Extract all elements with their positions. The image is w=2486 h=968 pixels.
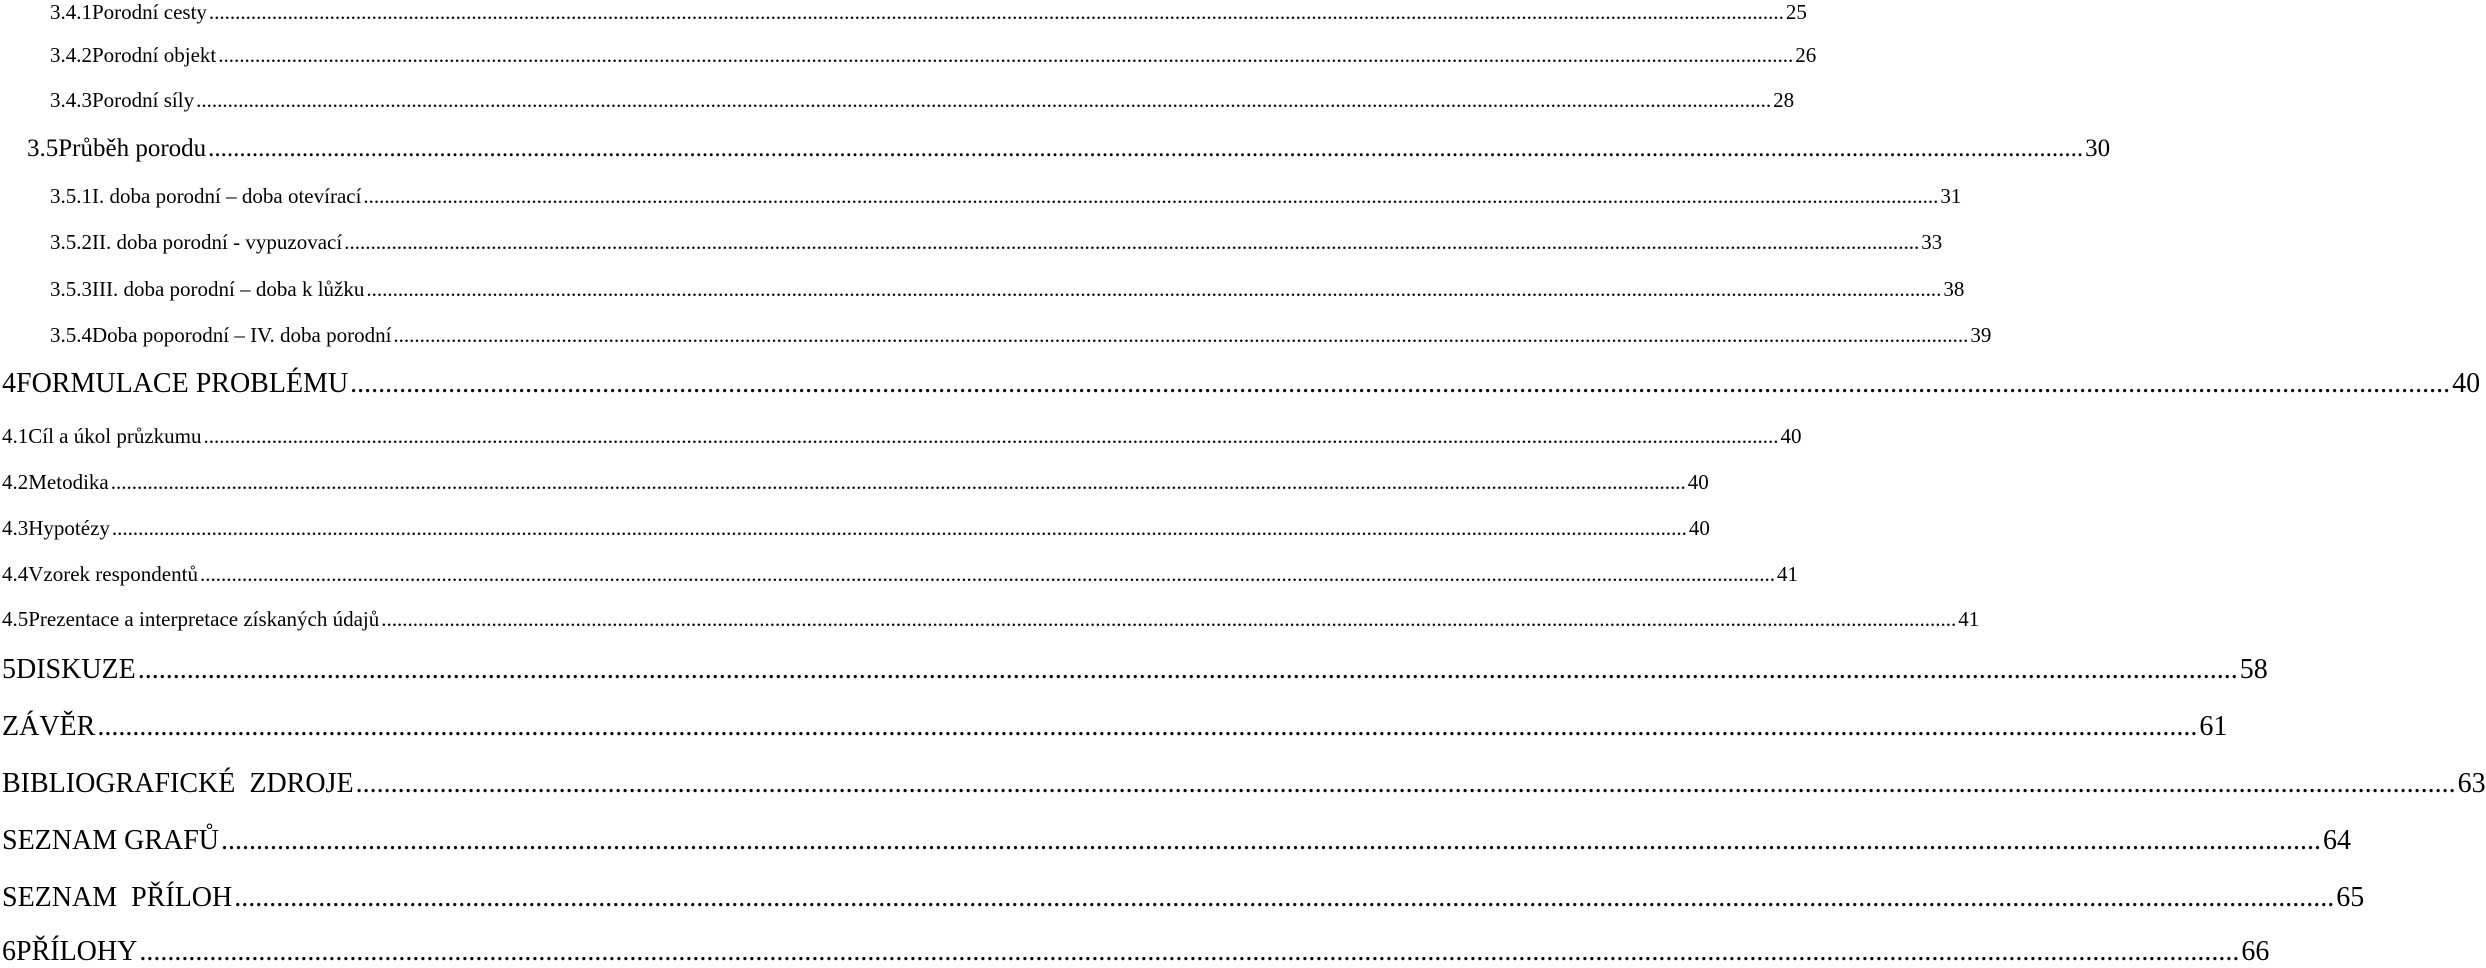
dot-leader: ............................................................................................................................................................................................................................................................................................................ [350,368,2451,399]
toc-entry-page: 25 [1785,0,1807,24]
dot-leader: ............................................................................................................................................................................................................................................................................................................ [355,768,2456,799]
dot-leader: ............................................................................................................................................................................................................................................................................................................ [208,0,1784,24]
toc-entry-page: 39 [1970,323,1992,347]
toc-entry-page: 58 [2239,654,2268,685]
toc-entry-page: 40 [1687,470,1709,494]
toc-entry-page: 61 [2199,711,2228,742]
toc-entry-title: Metodika [28,470,109,494]
toc-entry[interactable] [2,825,2352,856]
toc-entry-number: 4 [2,368,16,399]
toc-entry-number: 3.5.3 [50,277,92,301]
toc-entry-number: 3.4.1 [50,0,92,24]
toc-entry-page: 40 [1780,424,1802,448]
toc-entry-page: 65 [2336,882,2365,913]
toc-entry-page: 41 [1958,607,1980,631]
toc-entry[interactable] [50,323,1992,347]
toc-entry-page: 30 [2085,135,2111,162]
toc-entry[interactable] [2,562,1798,586]
toc-entry-page: 64 [2323,825,2352,856]
toc-entry-title: Prezentace a interpretace získaných údajů [28,607,380,631]
toc-entry-title: Hypotézy [28,516,110,540]
dot-leader: ............................................................................................................................................................................................................................................................................................................ [381,607,1957,631]
toc-entry-number: 4.2 [2,470,29,494]
dot-leader: ............................................................................................................................................................................................................................................................................................................ [218,43,1794,67]
toc-entry-title: Vzorek respondentů [28,562,198,586]
dot-leader: ............................................................................................................................................................................................................................................................................................................ [208,135,2084,162]
toc-entry-number: 4.1 [2,424,29,448]
toc-entry[interactable] [50,43,1817,67]
toc-entry[interactable] [2,711,2228,742]
toc-entry[interactable] [50,230,1943,254]
toc-entry-number: 4.4 [2,562,29,586]
toc-entry-title: FORMULACE PROBLÉMU [16,368,349,399]
dot-leader: ............................................................................................................................................................................................................................................................................................................ [363,184,1939,208]
toc-entry-page: 40 [1688,516,1710,540]
toc-entry-page: 41 [1776,562,1798,586]
dot-leader: ............................................................................................................................................................................................................................................................................................................ [393,323,1969,347]
dot-leader: ............................................................................................................................................................................................................................................................................................................ [199,562,1775,586]
toc-entry-number: 3.5.1 [50,184,92,208]
toc-entry-title: PŘÍLOHY [16,936,138,967]
toc-entry-title: Porodní objekt [92,43,217,67]
toc-entry-title: BIBLIOGRAFICKÉ ZDROJE [2,768,354,799]
toc-entry-title: Doba poporodní – IV. doba porodní [92,323,392,347]
toc-entry-title: Porodní cesty [92,0,207,24]
toc-entry-title: Cíl a úkol průzkumu [28,424,202,448]
toc-entry-number: 5 [2,654,16,685]
dot-leader: ............................................................................................................................................................................................................................................................................................................ [139,936,2240,967]
toc-entry[interactable] [50,277,1965,301]
toc-entry-number: 3.5 [27,135,59,162]
dot-leader: ............................................................................................................................................................................................................................................................................................................ [203,424,1779,448]
toc-entry[interactable] [2,470,1709,494]
toc-entry[interactable] [2,882,2365,913]
dot-leader: ............................................................................................................................................................................................................................................................................................................ [137,654,2238,685]
toc-entry-number: 3.4.2 [50,43,92,67]
toc-entry-title: I. doba porodní – doba otevírací [92,184,362,208]
toc-entry-title: II. doba porodní - vypuzovací [92,230,343,254]
toc-entry-page: 33 [1921,230,1943,254]
toc-entry-page: 40 [2452,368,2481,399]
toc-entry[interactable] [2,768,2486,799]
toc-entry[interactable] [27,135,2111,162]
dot-leader: ............................................................................................................................................................................................................................................................................................................ [196,88,1772,112]
dot-leader: ............................................................................................................................................................................................................................................................................................................ [110,470,1686,494]
toc-entry-title: ZÁVĚR [2,711,96,742]
toc-entry[interactable] [2,368,2481,399]
toc-entry-page: 31 [1940,184,1962,208]
toc-entry-title: Porodní síly [92,88,195,112]
toc-entry-title: SEZNAM GRAFŮ [2,825,220,856]
toc-entry-page: 26 [1795,43,1817,67]
toc-entry[interactable] [2,607,1980,631]
dot-leader: ............................................................................................................................................................................................................................................................................................................ [344,230,1920,254]
dot-leader: ............................................................................................................................................................................................................................................................................................................ [366,277,1942,301]
toc-entry-title: SEZNAM PŘÍLOH [2,882,233,913]
toc-entry-page: 38 [1943,277,1965,301]
toc-entry[interactable] [2,654,2268,685]
toc-entry-number: 3.5.4 [50,323,92,347]
toc-entry-title: III. doba porodní – doba k lůžku [92,277,365,301]
toc-entry[interactable] [50,0,1807,24]
toc-entry-number: 4.3 [2,516,29,540]
toc-entry-number: 3.4.3 [50,88,92,112]
toc-entry[interactable] [50,184,1962,208]
toc-entry-title: DISKUZE [16,654,136,685]
dot-leader: ............................................................................................................................................................................................................................................................................................................ [97,711,2198,742]
toc-entry-number: 3.5.2 [50,230,92,254]
dot-leader: ............................................................................................................................................................................................................................................................................................................ [111,516,1687,540]
toc-entry-page: 66 [2241,936,2270,967]
toc-entry-page: 28 [1773,88,1795,112]
toc-entry-title: Průběh porodu [58,135,207,162]
dot-leader: ............................................................................................................................................................................................................................................................................................................ [234,882,2335,913]
toc-entry[interactable] [2,424,1802,448]
dot-leader: ............................................................................................................................................................................................................................................................................................................ [221,825,2322,856]
toc-entry-number: 6 [2,936,16,967]
toc-entry[interactable] [2,936,2270,967]
toc-entry[interactable] [50,88,1795,112]
toc-entry[interactable] [2,516,1710,540]
toc-entry-number: 4.5 [2,607,29,631]
toc-entry-page: 63 [2457,768,2486,799]
